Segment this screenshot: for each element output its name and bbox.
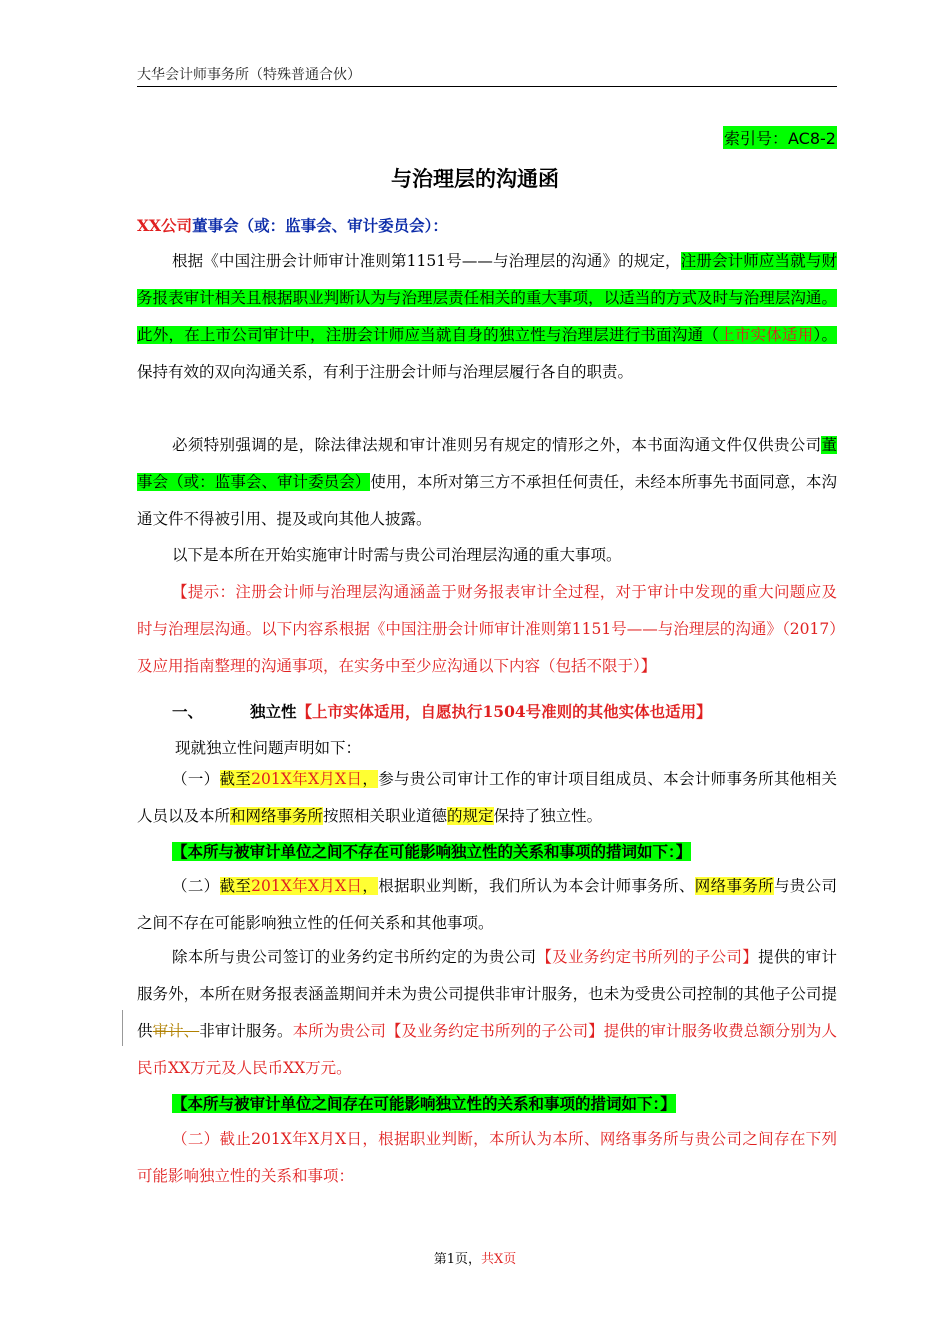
independence-intro: 现就独立性问题声明如下： <box>175 739 362 757</box>
item2-label: （二） <box>172 877 220 895</box>
item2-text: 根据职业判断，我们所认为本会计师事务所、 <box>378 877 695 895</box>
section-1-heading <box>137 693 837 730</box>
footer-page-total: 共X页 <box>481 1252 517 1267</box>
p4-non-audit: 非审计服务。 <box>199 1022 293 1040</box>
index-reference: 索引号：AC8-2 <box>723 126 837 149</box>
green-note-1-text: 【本所与被审计单位之间不存在可能影响独立性的关系和事项的措词如下：】 <box>172 842 692 861</box>
p4-fee-lead: 本所为贵公司 <box>292 1022 386 1040</box>
independence-item-2 <box>137 868 837 942</box>
p1-listed-entity-note: 上市实体适用 <box>719 326 814 344</box>
p4-struck-text: 审计、 <box>152 1022 200 1040</box>
item1-date-comma: ， <box>362 770 379 788</box>
p2-text: 必须特别强调的是，除法律法规和审计准则另有规定的情形之外，本书面沟通文件仅供贵公司 <box>172 436 822 454</box>
item1-label: （一） <box>172 770 220 788</box>
item2-date-highlight <box>220 877 379 895</box>
item2-date-comma: ， <box>362 877 379 895</box>
p4-subsidiaries-note-2: 【及业务约定书所列的子公司】 <box>385 1022 604 1040</box>
independence-item-1 <box>137 761 837 835</box>
paragraph-1 <box>137 243 837 391</box>
item1-tail: 保持了独立性。 <box>493 807 603 825</box>
paragraph-2 <box>137 427 837 538</box>
p4-subsidiaries-note: 【及业务约定书所列的子公司】 <box>536 948 759 966</box>
item2-date: 201X年X月X日 <box>251 877 363 895</box>
p1-highlight-end: ）。 <box>813 326 837 344</box>
p2-board-highlight: 董事会（或：监事会、审计委员会） <box>137 436 837 491</box>
item1-date: 201X年X月X日 <box>251 770 363 788</box>
green-note-1 <box>137 833 837 870</box>
document-title: 与治理层的沟通函 <box>391 167 559 191</box>
p1-highlight-text: 注册会计师应当就与财务报表审计相关且根据职业判断认为与治理层责任相关的重大事项，以适当的方式及时与治理层沟通。此外，在上市公司审计中，注册会计师应当就自身的独立性与治理层进行书面沟通（ <box>137 252 837 344</box>
item1-date-prefix: 截至 <box>219 770 252 788</box>
p1-tail: 保持有效的双向沟通关系，有利于注册会计师与治理层履行各自的职责。 <box>137 363 634 381</box>
section-1-number: 一、 <box>172 702 204 721</box>
p1-text: 根据《中国注册会计师审计准则第1151号——与治理层的沟通》的规定， <box>172 252 681 270</box>
independence-item-3: （二）截止201X年X月X日，根据职业判断，本所认为本所、网络事务所与贵公司之间存在下列可能影响独立性的关系和事项： <box>137 1130 837 1185</box>
salutation <box>137 212 837 240</box>
page-footer <box>0 1248 950 1267</box>
item2-network-firm: 网络事务所 <box>694 877 774 895</box>
item1-date-highlight <box>220 770 379 788</box>
item1-ethics: 按照相关职业道德 <box>323 807 448 825</box>
item1-rules: 的规定 <box>447 807 494 825</box>
p4-text: 除本所与贵公司签订的业务约定书所约定的为贵公司 <box>172 948 537 966</box>
footer-page-number: 第1页， <box>433 1252 481 1267</box>
item1-text: 参与贵公司审计工作的审计项目组成员、本会计师事务所其他相关人员以及本所 <box>137 770 837 825</box>
green-note-2 <box>137 1085 837 1122</box>
green-note-2-text: 【本所与被审计单位之间存在可能影响独立性的关系和事项的措词如下：】 <box>172 1094 676 1113</box>
p4-middle: 提供的审计服务外，本所在财务报表涵盖期间并未为贵公司提供非审计服务，也未为受贵公司控制的其他子公司提供 <box>137 948 837 1040</box>
section-1-note: 【上市实体适用，自愿执行1504号准则的其他实体也适用】 <box>296 702 712 721</box>
paragraph-4 <box>137 939 837 1087</box>
firm-header: 大华会计师事务所（特殊普通合伙） <box>137 67 361 83</box>
revision-margin-mark <box>122 1010 123 1046</box>
paragraph-3: 以下是本所在开始实施审计时需与贵公司治理层沟通的重大事项。 <box>172 546 622 564</box>
header-rule <box>137 86 837 87</box>
item1-network-firm: 和网络事务所 <box>230 807 324 825</box>
salutation-company: XX公司 <box>137 216 193 235</box>
salutation-board: 董事会（或：监事会、审计委员会）： <box>192 216 448 235</box>
section-1-title: 独立性 <box>250 702 297 721</box>
item2-date-prefix: 截至 <box>219 877 252 895</box>
p4-fee-amount: 提供的审计服务收费总额分别为人民币XX万元及人民币XX万元。 <box>137 1022 837 1077</box>
item2-tail: 与贵公司之间不存在可能影响独立性的任何关系和其他事项。 <box>137 877 837 932</box>
p2-tail: 使用，本所对第三方不承担任何责任，未经本所事先书面同意，本沟通文件不得被引用、提及或向其他人披露。 <box>137 473 837 528</box>
tip-note: 【提示：注册会计师与治理层沟通涵盖于财务报表审计全过程，对于审计中发现的重大问题应及时与治理层沟通。以下内容系根据《中国注册会计师审计准则第1151号——与治理层的沟通》（2017）及应用指南整理的沟通事项，在实务中至少应沟通以下内容（包括不限于）】 <box>137 583 837 675</box>
